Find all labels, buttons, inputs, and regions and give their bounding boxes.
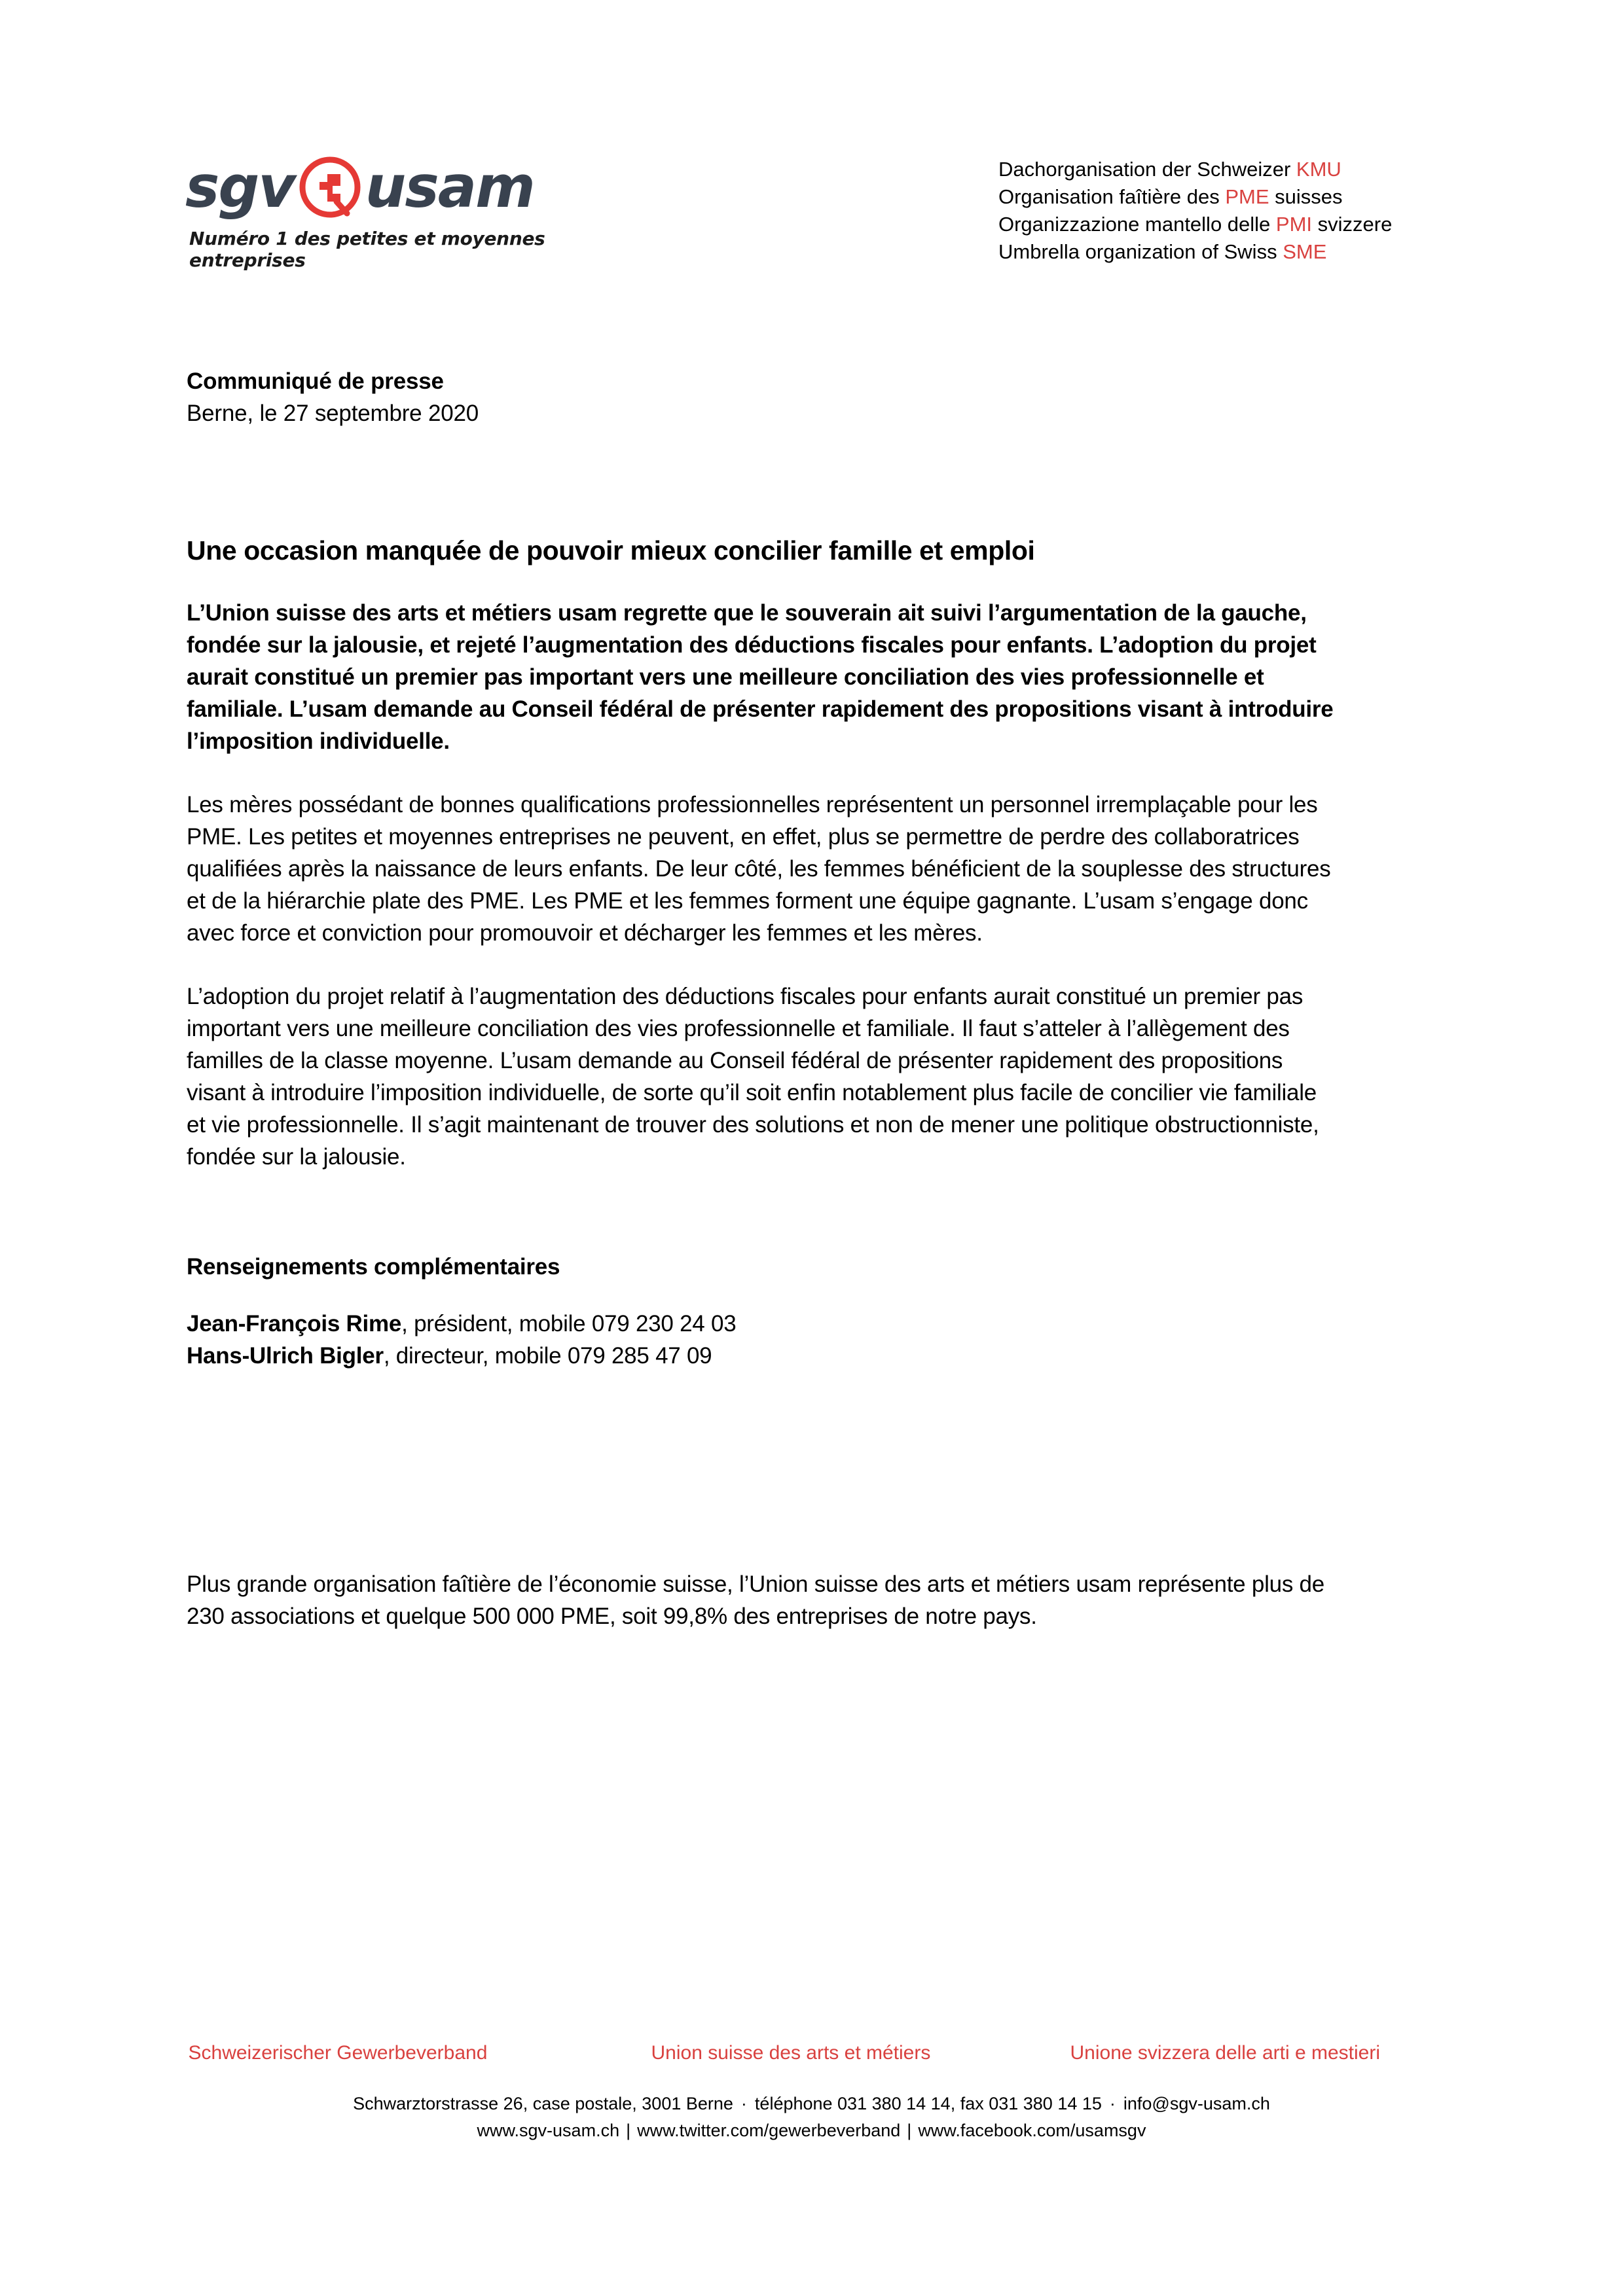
footer-twitter-link[interactable]: www.twitter.com/gewerbeverband — [637, 2120, 901, 2140]
footer-contact-line-1 — [0, 2090, 1623, 2117]
page-footer — [0, 2042, 1623, 2144]
footer-facebook-link[interactable]: www.facebook.com/usamsgv — [918, 2120, 1146, 2140]
header-lang-fr-suffix: suisses — [1269, 185, 1343, 209]
swiss-cross-circle-logo-icon — [296, 153, 364, 221]
contact-name: Hans-Ulrich Bigler — [187, 1343, 384, 1369]
contact-name: Jean-François Rime — [187, 1311, 402, 1337]
header-lang-fr-accent: PME — [1225, 185, 1269, 209]
page-title: Une occasion manquée de pouvoir mieux concilier famille et emploi — [187, 535, 1035, 565]
header-language-lines — [998, 156, 1392, 266]
contacts-list — [187, 1308, 1336, 1372]
footer-name-fr: Union suisse des arts et métiers — [651, 2042, 931, 2064]
footer-separator-bar: | — [626, 2120, 631, 2140]
logo-text-usam: usam — [365, 153, 534, 221]
usam-logo — [185, 152, 604, 271]
footer-name-it: Unione svizzera delle arti e mestieri — [1070, 2042, 1381, 2064]
footer-separator-dot: · — [740, 2094, 747, 2113]
footer-organization-names — [164, 2042, 1460, 2072]
document-place-date: Berne, le 27 septembre 2020 — [187, 400, 479, 426]
footer-separator-bar: | — [907, 2120, 912, 2140]
header-lang-it — [998, 211, 1392, 238]
lead-paragraph: L’Union suisse des arts et métiers usam regrette que le souverain ait suivi l’argumentation de la gauche, fondée sur la jalousie, et rejeté l’augmentation des déductions fiscales pour enfants. L’adoption du projet aurait constitué un premier pas important vers une meilleure conciliation des vies professionnelle et familiale. L’usam demande au Conseil fédéral de présenter rapidement des propositions visant à introduire l’imposition individuelle. — [187, 600, 1334, 754]
header-lang-de-accent: KMU — [1296, 158, 1341, 181]
header-lang-de-prefix: Dachorganisation der Schweizer — [998, 158, 1296, 181]
header-lang-it-prefix: Organizzazione mantello delle — [998, 213, 1276, 236]
footer-email-link[interactable]: info@sgv-usam.ch — [1123, 2094, 1270, 2113]
footer-address: Schwarztorstrasse 26, case postale, 3001 Berne — [353, 2094, 733, 2113]
footer-name-de: Schweizerischer Gewerbeverband — [188, 2042, 488, 2064]
header-lang-fr — [998, 183, 1392, 211]
header-lang-de — [998, 156, 1392, 183]
header-lang-it-accent: PMI — [1275, 213, 1313, 236]
footer-contact-line-2 — [0, 2117, 1623, 2144]
header-lang-en-accent: SME — [1283, 240, 1327, 264]
contact-details: , directeur, mobile 079 285 47 09 — [383, 1343, 712, 1369]
contact-details: , président, mobile 079 230 24 03 — [401, 1311, 737, 1337]
logo-wordmark — [185, 152, 604, 223]
document-body — [187, 367, 1336, 1655]
header-lang-en — [998, 238, 1392, 266]
header-lang-it-suffix: svizzere — [1312, 213, 1393, 236]
document-kicker: Communiqué de presse — [187, 368, 444, 394]
footer-contact-details — [0, 2090, 1623, 2144]
body-paragraph-1: Les mères possédant de bonnes qualifications professionnelles représentent un personnel irremplaçable pour les PME. Les petites et moyennes entreprises ne peuvent, en effet, plus se permettre de perdre des collaboratrices qualifiées après la naissance de leurs enfants. De leur côté, les femmes bénéficient de la souplesse des structures et de la hiérarchie plate des PME. Les PME et les femmes forment une équipe gagnante. L’usam s’engage donc avec force et conviction pour promouvoir et décharger les femmes et les mères. — [187, 792, 1331, 946]
contacts-heading: Renseignements complémentaires — [187, 1254, 560, 1280]
header-lang-en-prefix: Umbrella organization of Swiss — [998, 240, 1283, 264]
body-paragraph-2: L’adoption du projet relatif à l’augmentation des déductions fiscales pour enfants aurait constitué un premier pas important vers une meilleure conciliation des vies professionnelle et familiale. Il faut s’atteler à l’allègement des familles de la classe moyenne. L’usam demande au Conseil fédéral de présenter rapidement des propositions visant à introduire l’imposition individuelle, de sorte qu’il soit enfin notablement plus facile de concilier vie familiale et vie professionnelle. Il s’agit maintenant de trouver des solutions et non de mener une politique obstructionniste, fondée sur la jalousie. — [187, 984, 1319, 1170]
footer-separator-dot: · — [1109, 2094, 1116, 2113]
header-lang-fr-prefix: Organisation faîtière des — [998, 185, 1226, 209]
logo-text-sgv: sgv — [185, 153, 295, 221]
page-header — [0, 0, 1623, 308]
contact-row — [187, 1308, 1336, 1340]
footer-phone: téléphone 031 380 14 14, fax 031 380 14 15 — [754, 2094, 1102, 2113]
logo-tagline: Numéro 1 des petites et moyennes entreprises — [189, 228, 545, 271]
contact-row — [187, 1340, 1336, 1372]
footer-website-link[interactable]: www.sgv-usam.ch — [477, 2120, 620, 2140]
organization-boilerplate: Plus grande organisation faîtière de l’économie suisse, l’Union suisse des arts et métiers usam représente plus de 230 associations et quelque 500 000 PME, soit 99,8% des entreprises de notre pays. — [187, 1571, 1324, 1630]
